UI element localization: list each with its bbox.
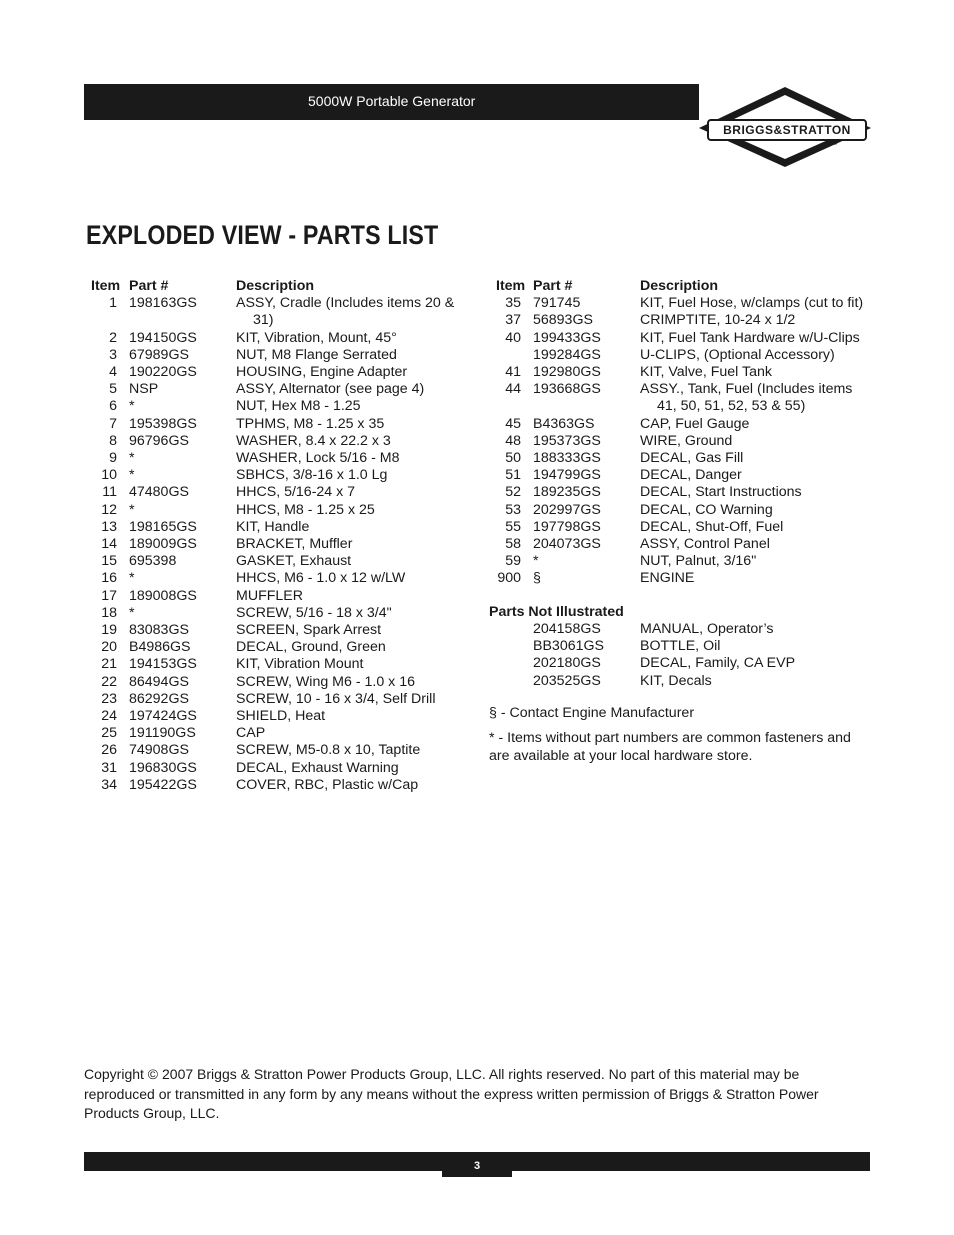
part-description [236, 519, 461, 536]
page-title: EXPLODED VIEW - PARTS LIST [86, 220, 439, 250]
part-number: 189008GS [129, 587, 197, 604]
part-description [236, 553, 461, 570]
item-number: 13 [101, 518, 117, 535]
part-number: 197798GS [533, 518, 601, 535]
part-description [640, 502, 880, 519]
part-description [640, 467, 880, 484]
not-illustrated-heading: Parts Not Illustrated [489, 604, 624, 620]
description-line: NUT, M8 Flange Serrated [236, 346, 397, 363]
description-line: ENGINE [640, 570, 695, 587]
part-number: 86292GS [129, 690, 189, 707]
part-description [640, 433, 880, 450]
part-number: 191190GS [129, 725, 196, 742]
description-line: DECAL, Family, CA EVP [640, 655, 796, 672]
item-number: 51 [505, 467, 521, 484]
table-row [91, 433, 461, 450]
part-description [640, 381, 880, 415]
description-line: DECAL, Ground, Green [236, 639, 386, 656]
part-number: * [129, 398, 135, 415]
item-number: 3 [109, 346, 117, 363]
part-description [236, 622, 461, 639]
item-number: 11 [102, 484, 117, 501]
description-line: SCREEN, Spark Arrest [236, 622, 382, 639]
table-row [91, 622, 461, 639]
part-number: 196830GS [129, 759, 197, 776]
header-bar [84, 84, 699, 120]
page-number: 3 [442, 1152, 512, 1177]
description-continuation: 41, 50, 51, 52, 53 & 55) [657, 398, 806, 415]
part-number: B4986GS [129, 639, 191, 656]
part-number: 194799GS [533, 467, 601, 484]
table-row [91, 588, 461, 605]
item-number: 21 [101, 656, 117, 673]
part-number: 198163GS [129, 295, 197, 312]
part-number: NSP [129, 381, 159, 398]
logo-wordmark: BRIGGS&STRATTON [707, 119, 867, 141]
description-line: SCREW, 10 - 16 x 3/4, Self Drill [236, 690, 436, 707]
part-number: 189235GS [533, 484, 601, 501]
part-number: 791745 [533, 295, 581, 312]
part-number: BB3061GS [533, 638, 604, 655]
part-description [640, 347, 880, 364]
description-line: ASSY, Alternator (see page 4) [236, 381, 425, 398]
part-number: 197424GS [129, 708, 197, 725]
item-number: 7 [109, 415, 117, 432]
item-number: 23 [101, 690, 117, 707]
table-row [91, 691, 461, 708]
item-number: 16 [101, 570, 117, 587]
table-row [91, 416, 461, 433]
copyright-notice: Copyright © 2007 Briggs & Stratton Power Products Group, LLC. All rights reserved. No part of this material may be reproduced or transmitted in any form by any means without the express written permission of Briggs & Stratton Power Products Group, LLC. [84, 1066, 819, 1121]
table-row [496, 364, 880, 381]
part-description [236, 347, 461, 364]
part-number: 199433GS [533, 329, 601, 346]
part-description [236, 656, 461, 673]
part-number: 204158GS [533, 621, 601, 637]
table-row [91, 742, 461, 759]
item-number: 900 [497, 570, 521, 587]
item-number: 22 [101, 673, 117, 690]
part-description [236, 536, 461, 553]
description-line: ASSY, Control Panel [640, 536, 770, 553]
table-row [496, 450, 880, 467]
description-line: HHCS, M6 - 1.0 x 12 w/LW [236, 570, 406, 587]
item-number: 4 [109, 364, 117, 381]
description-line: WIRE, Ground [640, 432, 733, 449]
description-line: ASSY., Tank, Fuel (Includes items [640, 381, 853, 398]
parts-rows-right [496, 295, 880, 587]
table-row [91, 519, 461, 536]
item-number [489, 638, 533, 655]
part-description [236, 433, 461, 450]
item-number: 24 [101, 708, 117, 725]
part-description [640, 638, 880, 655]
table-row [91, 484, 461, 501]
item-number: 44 [505, 381, 521, 398]
part-description [236, 381, 461, 398]
table-row [91, 605, 461, 622]
table-row [91, 553, 461, 570]
item-number: 48 [505, 432, 521, 449]
item-number [496, 347, 533, 364]
part-number: 194153GS [129, 656, 197, 673]
part-description [640, 295, 880, 312]
description-line: TPHMS, M8 - 1.25 x 35 [236, 415, 385, 432]
column-header-part: Part # [533, 278, 573, 294]
part-description [236, 416, 461, 433]
description-line: MANUAL, Operator’s [640, 621, 774, 637]
part-description [640, 519, 880, 536]
description-line: CAP, Fuel Gauge [640, 415, 750, 432]
part-description [236, 570, 461, 587]
table-row [496, 330, 880, 347]
item-number: 45 [505, 415, 521, 432]
table-row [496, 433, 880, 450]
part-description [236, 588, 461, 605]
part-description [236, 639, 461, 656]
part-number: 192980GS [533, 364, 601, 381]
item-number [489, 673, 533, 690]
description-line: CAP [236, 725, 266, 742]
description-line: KIT, Decals [640, 672, 712, 689]
description-line: DECAL, Exhaust Warning [236, 759, 399, 776]
part-number: 188333GS [533, 450, 601, 467]
table-row [496, 519, 880, 536]
part-description [640, 450, 880, 467]
part-number: 202997GS [533, 501, 601, 518]
table-row [496, 381, 880, 415]
item-number: 41 [505, 364, 521, 381]
part-description [640, 673, 880, 690]
part-number: 195422GS [129, 776, 197, 793]
item-number: 6 [109, 398, 117, 415]
part-description [640, 364, 880, 381]
registered-mark: ® [833, 141, 838, 147]
description-line: DECAL, Start Instructions [640, 484, 802, 501]
part-number: 204073GS [533, 536, 601, 553]
item-number: 53 [505, 501, 521, 518]
item-number: 26 [101, 742, 117, 759]
description-line: SBHCS, 3/8-16 x 1.0 Lg [236, 467, 388, 484]
table-row [496, 347, 880, 364]
part-number: * [129, 450, 135, 467]
table-row [91, 708, 461, 725]
description-line: DECAL, Danger [640, 467, 742, 484]
part-number: 189009GS [129, 536, 197, 553]
part-description [640, 655, 880, 672]
part-description [236, 502, 461, 519]
part-number: 695398 [129, 553, 177, 570]
table-row [489, 621, 880, 638]
description-line: U-CLIPS, (Optional Accessory) [640, 346, 835, 363]
table-row [91, 398, 461, 415]
description-line: SHIELD, Heat [236, 708, 326, 725]
parts-rows-left [91, 295, 461, 794]
table-row [91, 467, 461, 484]
item-number: 9 [109, 450, 117, 467]
part-description [236, 742, 461, 759]
part-number: 67989GS [129, 346, 189, 363]
item-number: 35 [505, 295, 521, 312]
part-description [236, 708, 461, 725]
part-description [640, 330, 880, 347]
description-line: GASKET, Exhaust [236, 553, 352, 570]
part-number: 193668GS [533, 381, 601, 398]
parts-not-illustrated-table [489, 621, 880, 690]
item-number: 18 [101, 604, 117, 621]
part-description [236, 467, 461, 484]
description-line: KIT, Valve, Fuel Tank [640, 364, 772, 381]
description-line: MUFFLER [236, 587, 303, 604]
column-header-description: Description [236, 278, 315, 294]
part-number: 198165GS [129, 518, 197, 535]
description-line: WASHER, 8.4 x 22.2 x 3 [236, 432, 391, 449]
item-number: 25 [101, 725, 117, 742]
part-number: * [533, 553, 539, 570]
table-row [91, 502, 461, 519]
part-description [236, 674, 461, 691]
table-row [91, 364, 461, 381]
parts-table-right [496, 278, 880, 588]
part-description [640, 570, 880, 587]
table-row [91, 536, 461, 553]
item-number: 52 [505, 484, 521, 501]
part-number: 199284GS [533, 346, 601, 363]
description-line: ASSY, Cradle (Includes items 20 & [236, 295, 455, 312]
table-row [91, 381, 461, 398]
item-number [489, 655, 533, 672]
item-number: 12 [101, 501, 117, 518]
part-number: 203525GS [533, 672, 601, 689]
description-line: NUT, Hex M8 - 1.25 [236, 398, 361, 415]
table-row [91, 330, 461, 347]
part-description [236, 691, 461, 708]
part-description [236, 295, 461, 329]
column-header-description: Description [640, 278, 719, 294]
table-row [91, 570, 461, 587]
part-number: * [129, 501, 135, 518]
part-number: * [129, 467, 135, 484]
table-header-row [91, 278, 461, 295]
item-number: 1 [109, 295, 117, 312]
description-line: HOUSING, Engine Adapter [236, 364, 408, 381]
description-line: SCREW, 5/16 - 18 x 3/4" [236, 604, 392, 621]
item-number: 17 [101, 587, 117, 604]
part-number: 190220GS [129, 364, 197, 381]
description-line: SCREW, Wing M6 - 1.0 x 16 [236, 673, 415, 690]
table-row [496, 553, 880, 570]
table-row [496, 312, 880, 329]
column-header-part: Part # [129, 278, 169, 294]
part-number: 47480GS [129, 484, 189, 501]
table-row [496, 484, 880, 501]
part-number: 86494GS [129, 673, 189, 690]
item-number [489, 621, 533, 638]
part-number: 74908GS [129, 742, 189, 759]
engine-manufacturer-note: § - Contact Engine Manufacturer [489, 705, 695, 721]
parts-table-left [91, 278, 461, 794]
part-description [236, 450, 461, 467]
table-row [496, 502, 880, 519]
description-line: DECAL, Shut-Off, Fuel [640, 518, 784, 535]
part-description [640, 312, 880, 329]
part-number: 194150GS [129, 329, 197, 346]
item-number: 58 [505, 536, 521, 553]
part-description [236, 605, 461, 622]
description-line: HHCS, M8 - 1.25 x 25 [236, 501, 375, 518]
table-row [496, 536, 880, 553]
item-number: 5 [109, 381, 117, 398]
item-number: 55 [505, 518, 521, 535]
part-description [236, 760, 461, 777]
description-line: KIT, Handle [236, 518, 310, 535]
column-header-item: Item [91, 278, 121, 294]
description-line: DECAL, CO Warning [640, 501, 773, 518]
item-number: 14 [101, 536, 117, 553]
table-row [496, 570, 880, 587]
description-line: BRACKET, Muffler [236, 536, 353, 553]
table-row [496, 416, 880, 433]
item-number: 40 [505, 329, 521, 346]
part-number: B4363GS [533, 415, 595, 432]
description-line: KIT, Fuel Hose, w/clamps (cut to fit) [640, 295, 864, 312]
column-header-item: Item [496, 278, 526, 294]
item-number: 19 [101, 622, 117, 639]
description-line: COVER, RBC, Plastic w/Cap [236, 776, 419, 793]
header-title: 5000W Portable Generator [308, 93, 476, 109]
part-description [236, 725, 461, 742]
table-row [91, 450, 461, 467]
item-number: 8 [109, 432, 117, 449]
description-line: DECAL, Gas Fill [640, 450, 744, 467]
table-row [91, 295, 461, 329]
part-number: 195398GS [129, 415, 197, 432]
description-continuation: 31) [253, 312, 274, 329]
description-line: KIT, Vibration Mount [236, 656, 364, 673]
part-number: § [533, 570, 541, 587]
table-row [496, 467, 880, 484]
item-number: 31 [101, 759, 117, 776]
table-row [496, 295, 880, 312]
item-number: 50 [505, 450, 521, 467]
table-row [489, 638, 880, 655]
description-line: NUT, Palnut, 3/16" [640, 553, 757, 570]
description-line: CRIMPTITE, 10-24 x 1/2 [640, 312, 796, 329]
part-number: 195373GS [533, 432, 601, 449]
table-row [91, 347, 461, 364]
part-description [640, 621, 880, 638]
description-line: KIT, Vibration, Mount, 45° [236, 329, 397, 346]
table-row [489, 655, 880, 672]
part-number: 96796GS [129, 432, 189, 449]
part-description [640, 416, 880, 433]
part-number: 202180GS [533, 655, 601, 672]
table-row [91, 777, 461, 794]
part-description [236, 484, 461, 501]
part-description [236, 330, 461, 347]
item-number: 2 [109, 329, 117, 346]
part-description [236, 777, 461, 794]
item-number: 59 [505, 553, 521, 570]
part-number: 83083GS [129, 622, 189, 639]
part-number: 56893GS [533, 312, 593, 329]
table-row [489, 673, 880, 690]
description-line: BOTTLE, Oil [640, 638, 721, 655]
table-header-row [496, 278, 880, 295]
fasteners-note: * - Items without part numbers are common fasteners and are available at your local hardware store. [489, 730, 851, 764]
part-description [236, 364, 461, 381]
briggs-stratton-logo [697, 85, 873, 169]
item-number: 37 [505, 312, 521, 329]
part-description [236, 398, 461, 415]
part-number: * [129, 570, 135, 587]
table-row [91, 674, 461, 691]
item-number: 10 [101, 467, 117, 484]
part-description [640, 484, 880, 501]
parts-rows-not-illustrated [489, 621, 880, 690]
table-row [91, 656, 461, 673]
part-description [640, 536, 880, 553]
item-number: 15 [101, 553, 117, 570]
description-line: KIT, Fuel Tank Hardware w/U-Clips [640, 329, 860, 346]
description-line: WASHER, Lock 5/16 - M8 [236, 450, 400, 467]
description-line: HHCS, 5/16-24 x 7 [236, 484, 356, 501]
item-number: 34 [101, 776, 117, 793]
part-description [640, 553, 880, 570]
table-row [91, 639, 461, 656]
table-row [91, 760, 461, 777]
part-number: * [129, 604, 135, 621]
description-line: SCREW, M5-0.8 x 10, Taptite [236, 742, 421, 759]
table-row [91, 725, 461, 742]
item-number: 20 [101, 639, 117, 656]
